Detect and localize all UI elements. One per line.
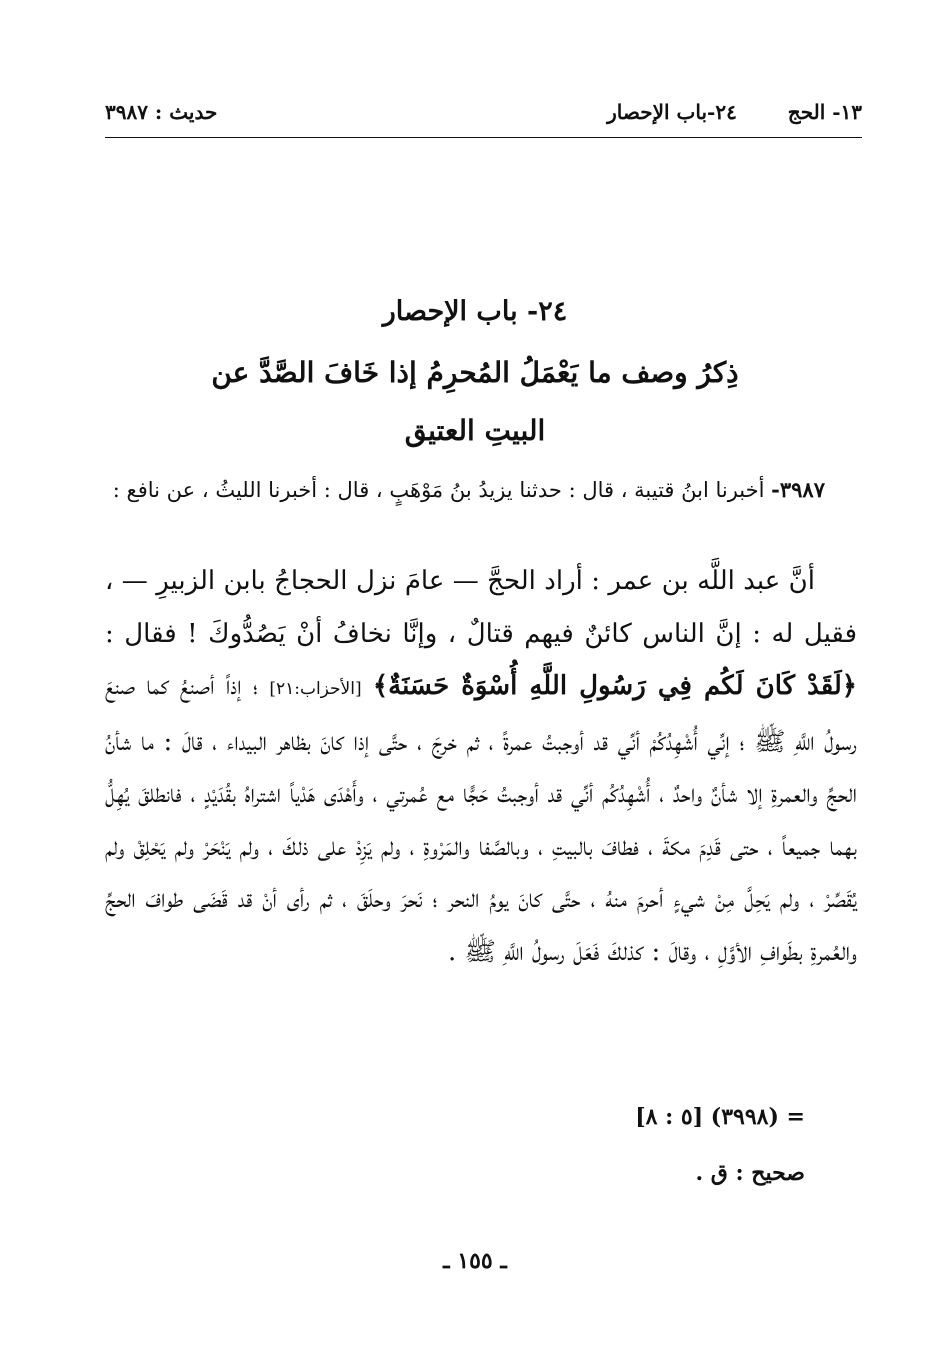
matn-text-part-2: ؛ إذاً أصنعُ كما صنعَ رسولُ اللَّهِ ﷺ ؛ إنِّي أُشْهِدُكُمْ أنِّي قد أوجبتُ عمرةً ، ثم خرجَ ، حتَّى إذا كانَ بظاهر البيداء ، قالَ : ما شأنُ الحجِّ والعمرةِ إلا شأنٌ واحدٌ ، أُشْهِدُكُم أنِّي قد أوجبتُ حَجًّا مع عُمرتي ، وأَهْدَى هَدْياً اشتراهُ بقُدَيْدٍ ، فانطلقَ يُهِلُّ بهما جميعاً ، حتى قَدِمَ مكةَ ، فطافَ بالبيتِ ، وبالصَّفا والمَرْوةِ ، ولم يَزِدْ على ذلكَ ، ولم يَنْحَرْ ولم يَحْلِقْ ولم يُقَصِّرْ ، ولم يَحِلَّ مِنْ شيءٍ أحرمَ منهُ ، حتَّى كانَ يومُ النحر ؛ نَحرَ وحلَقَ ، ثم رأى أنْ قد قَضَى طوافَ الحجِّ والعُمرةِ بطَوافِ الأوَّلِ ، وقالَ : كذلكَ فَعَلَ رسولُ اللَّهِ ﷺ .: [105, 671, 857, 967]
header-hadith-ref: حديث : ٣٩٨٧: [105, 100, 218, 124]
hadith-number: ٣٩٨٧-: [771, 477, 825, 502]
hadith-matn: [105, 555, 857, 978]
header-section: ٢٤-باب الإحصار: [607, 100, 737, 124]
quran-quote: ﴿لَقَدْ كَانَ لَكُم فِي رَسُولِ اللَّهِ أُسْوَةٌ حَسَنَةٌ﴾: [372, 671, 858, 701]
hadith-isnad: [105, 464, 825, 516]
chapter-title: ٢٤- باب الإحصار: [382, 296, 568, 327]
hadith-grading: صحيح : ق .: [695, 1160, 805, 1186]
running-header-right: [607, 100, 862, 124]
running-header: [105, 96, 862, 132]
header-chapter: ١٣- الحج: [787, 100, 862, 124]
page-number: ـ ١٥٥ ـ: [443, 1248, 507, 1274]
header-divider: [105, 137, 862, 138]
section-subtitle: ذِكرُ وصف ما يَعْمَلُ المُحرِمُ إذا خَافَ الصَّدَّ عن البيتِ العتيق: [211, 356, 739, 447]
quran-reference: [الأحزاب:٢١]: [269, 679, 362, 699]
isnad-text: أخبرنا ابنُ قتيبة ، قال : حدثنا يزيدُ بنُ مَوْهَبٍ ، قال : أخبرنا الليثُ ، عن نافع :: [112, 478, 765, 502]
matn-text-part-1: أنَّ عبد اللَّه بن عمر : أراد الحجَّ — عامَ نزل الحجاجُ بابن الزبيرِ — ، فقيل له : إنَّ الناس كائنٌ فيهم قتالٌ ، وإنَّا نخافُ أنْ يَصُدُّوكَ ! فقال :: [105, 566, 857, 649]
cross-reference: = (٣٩٩٨) [٥ : ٨]: [635, 1104, 805, 1130]
